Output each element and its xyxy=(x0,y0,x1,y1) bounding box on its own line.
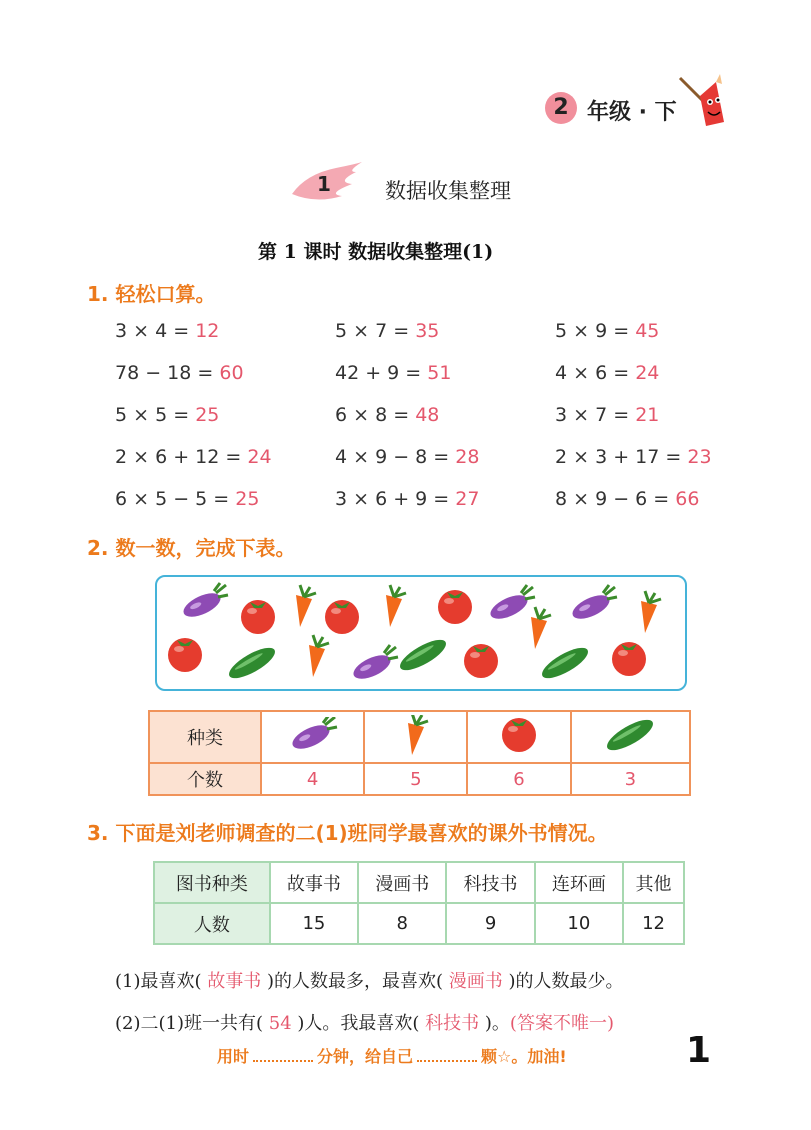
calc-item xyxy=(335,488,479,510)
calc-expression: 4 × 9 − 8 = xyxy=(335,446,450,468)
calc-item xyxy=(555,488,699,510)
answer-line-1 xyxy=(115,967,624,993)
answer-text: (1)最喜欢( xyxy=(115,971,202,992)
tomato-cell xyxy=(467,711,570,763)
eggplant-icon xyxy=(487,585,535,624)
answer-least: 漫画书 xyxy=(443,971,509,992)
cucumber-icon xyxy=(538,642,592,684)
calc-item xyxy=(335,404,439,426)
footer-text: 用时 xyxy=(217,1047,250,1066)
calc-expression: 3 × 7 = xyxy=(555,404,630,426)
answer-text: )人。我最喜欢( xyxy=(297,1013,420,1034)
calc-answer: 23 xyxy=(687,446,712,468)
cucumber-icon xyxy=(225,642,279,684)
calc-answer: 51 xyxy=(427,362,452,384)
calc-item xyxy=(555,446,712,468)
answer-note: (答案不唯一) xyxy=(509,1013,614,1034)
table-row-label: 人数 xyxy=(154,903,270,944)
carrot-icon xyxy=(296,585,316,627)
calc-answer: 24 xyxy=(247,446,272,468)
cucumber-icon xyxy=(595,715,665,755)
calc-item xyxy=(115,404,219,426)
answer-most: 故事书 xyxy=(201,971,267,992)
cucumber-cell xyxy=(571,711,690,763)
eggplant-icon xyxy=(180,583,228,622)
table-cell: 15 xyxy=(270,903,358,944)
calc-expression: 42 + 9 = xyxy=(335,362,422,384)
calc-answer: 25 xyxy=(195,404,220,426)
table-header-cell: 漫画书 xyxy=(358,862,446,903)
stars-blank[interactable] xyxy=(417,1060,477,1062)
carrot-icon xyxy=(386,585,406,627)
tomato-icon xyxy=(612,642,646,676)
answer-text: )。 xyxy=(484,1013,510,1034)
eggplant-icon xyxy=(283,717,343,753)
calc-answer: 60 xyxy=(219,362,244,384)
calc-answer: 28 xyxy=(455,446,480,468)
calc-expression: 5 × 7 = xyxy=(335,320,410,342)
calc-expression: 78 − 18 = xyxy=(115,362,214,384)
question-1-title: 1. 轻松口算。 xyxy=(87,282,216,306)
table-header-cell: 图书种类 xyxy=(154,862,270,903)
tomato-icon xyxy=(489,715,549,755)
answer-line-2 xyxy=(115,1009,614,1035)
table-header-cell: 科技书 xyxy=(446,862,534,903)
pencil-mascot-icon xyxy=(678,72,728,132)
answer-favorite: 科技书 xyxy=(419,1013,485,1034)
tomato-icon xyxy=(241,600,275,634)
calc-item xyxy=(335,362,451,384)
table-cell: 9 xyxy=(446,903,534,944)
page-number: 1 xyxy=(686,1030,712,1071)
calc-expression: 4 × 6 = xyxy=(555,362,630,384)
calc-expression: 8 × 9 − 6 = xyxy=(555,488,670,510)
carrot-icon xyxy=(309,635,329,677)
cucumber-count: 3 xyxy=(571,763,690,795)
calc-answer: 48 xyxy=(415,404,440,426)
calc-item xyxy=(115,446,272,468)
eggplant-icon xyxy=(569,585,617,624)
tomato-icon xyxy=(438,590,472,624)
calc-answer: 35 xyxy=(415,320,440,342)
tomato-count: 6 xyxy=(467,763,570,795)
calc-expression: 6 × 8 = xyxy=(335,404,410,426)
eggplant-icon xyxy=(350,645,398,684)
calc-expression: 2 × 3 + 17 = xyxy=(555,446,682,468)
answer-total: 54 xyxy=(263,1013,298,1034)
table-header-cell: 其他 xyxy=(623,862,684,903)
calc-expression: 6 × 5 − 5 = xyxy=(115,488,230,510)
calc-expression: 3 × 6 + 9 = xyxy=(335,488,450,510)
question-3-title: 3. 下面是刘老师调查的二(1)班同学最喜欢的课外书情况。 xyxy=(87,821,608,845)
lesson-title: 第 1 课时 数据收集整理(1) xyxy=(258,241,494,263)
calc-item xyxy=(335,320,439,342)
carrot-icon xyxy=(641,591,661,633)
tomato-icon xyxy=(464,644,498,678)
cucumber-icon xyxy=(396,634,450,676)
table-cell: 8 xyxy=(358,903,446,944)
table-cell: 10 xyxy=(535,903,623,944)
time-footer xyxy=(217,1044,567,1067)
tomato-icon xyxy=(168,638,202,672)
calc-item xyxy=(335,446,479,468)
book-survey-table xyxy=(153,861,685,945)
table-header-cell: 连环画 xyxy=(535,862,623,903)
table-header-cell: 故事书 xyxy=(270,862,358,903)
footer-text: 颗☆。加油! xyxy=(481,1047,567,1066)
answer-text: )的人数最多，最喜欢( xyxy=(266,971,444,992)
calc-item xyxy=(115,320,219,342)
unit-title: 数据收集整理 xyxy=(385,179,511,203)
calc-item xyxy=(555,404,659,426)
table-cell: 12 xyxy=(623,903,684,944)
carrot-count: 5 xyxy=(364,763,467,795)
grade-label: 年级 · 下 xyxy=(587,100,677,125)
carrot-cell xyxy=(364,711,467,763)
vegetable-count-table xyxy=(148,710,691,796)
calc-item xyxy=(115,362,244,384)
calc-item xyxy=(115,488,259,510)
tomato-icon xyxy=(325,600,359,634)
eggplant-cell xyxy=(261,711,364,763)
unit-number: 1 xyxy=(317,172,331,196)
calc-answer: 12 xyxy=(195,320,220,342)
answer-text: (2)二(1)班一共有( xyxy=(115,1013,264,1034)
footer-text: 分钟，给自己 xyxy=(317,1047,414,1066)
calc-answer: 27 xyxy=(455,488,480,510)
calc-answer: 24 xyxy=(635,362,660,384)
carrot-icon xyxy=(386,715,446,755)
calc-item xyxy=(555,362,659,384)
calc-answer: 25 xyxy=(235,488,260,510)
calc-answer: 45 xyxy=(635,320,660,342)
calc-answer: 21 xyxy=(635,404,660,426)
calc-item xyxy=(555,320,659,342)
calc-answer: 66 xyxy=(675,488,700,510)
calc-expression: 5 × 9 = xyxy=(555,320,630,342)
calc-expression: 3 × 4 = xyxy=(115,320,190,342)
calc-expression: 2 × 6 + 12 = xyxy=(115,446,242,468)
carrot-icon xyxy=(531,607,551,649)
eggplant-count: 4 xyxy=(261,763,364,795)
question-2-title: 2. 数一数，完成下表。 xyxy=(87,536,296,560)
vegetable-picture-box xyxy=(155,575,687,691)
answer-text: )的人数最少。 xyxy=(508,971,624,992)
grade-number-badge: 2 xyxy=(545,92,577,124)
count-row-label: 个数 xyxy=(149,763,261,795)
vegetable-illustration xyxy=(157,577,685,689)
type-row-label: 种类 xyxy=(149,711,261,763)
calc-expression: 5 × 5 = xyxy=(115,404,190,426)
time-blank[interactable] xyxy=(253,1060,313,1062)
